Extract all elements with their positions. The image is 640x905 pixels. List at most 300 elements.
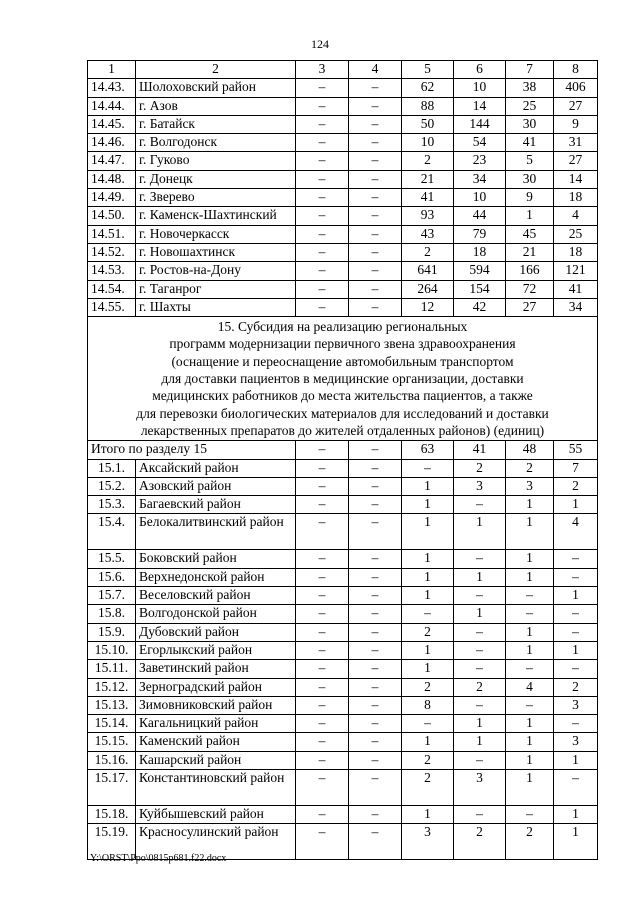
value-cell: 41 bbox=[554, 280, 598, 298]
header-cell: 2 bbox=[136, 61, 296, 79]
table-row bbox=[88, 605, 598, 623]
value-cell: 4 bbox=[554, 514, 598, 550]
value-cell: 1 bbox=[402, 641, 454, 659]
value-cell: 2 bbox=[402, 751, 454, 769]
table-row bbox=[88, 459, 598, 477]
value-cell: – bbox=[296, 623, 349, 641]
row-id-cell: 14.46. bbox=[88, 134, 136, 152]
row-id-cell: 15.18. bbox=[88, 805, 136, 823]
row-name-cell: Боковский район bbox=[136, 550, 296, 568]
row-id-cell: 15.11. bbox=[88, 660, 136, 678]
row-name-cell: г. Каменск-Шахтинский bbox=[136, 207, 296, 225]
value-cell: – bbox=[296, 298, 349, 316]
value-cell: 10 bbox=[402, 134, 454, 152]
row-id-cell: 14.50. bbox=[88, 207, 136, 225]
value-cell: – bbox=[349, 477, 402, 495]
total-value-cell: – bbox=[349, 441, 402, 459]
value-cell: – bbox=[296, 568, 349, 586]
value-cell: – bbox=[296, 280, 349, 298]
value-cell: 21 bbox=[506, 243, 554, 261]
row-id-cell: 14.44. bbox=[88, 97, 136, 115]
value-cell: – bbox=[349, 170, 402, 188]
row-id-cell: 15.3. bbox=[88, 496, 136, 514]
row-name-cell: Красносулинский район bbox=[136, 824, 296, 860]
table-row bbox=[88, 79, 598, 97]
value-cell: 1 bbox=[402, 496, 454, 514]
value-cell: – bbox=[296, 134, 349, 152]
value-cell: 41 bbox=[506, 134, 554, 152]
value-cell: 18 bbox=[554, 243, 598, 261]
value-cell: 2 bbox=[402, 243, 454, 261]
row-name-cell: г. Батайск bbox=[136, 115, 296, 133]
table-row bbox=[88, 115, 598, 133]
table-header-row bbox=[88, 61, 598, 79]
value-cell: – bbox=[296, 262, 349, 280]
value-cell: – bbox=[296, 225, 349, 243]
value-cell: 1 bbox=[402, 805, 454, 823]
value-cell: – bbox=[349, 824, 402, 860]
row-id-cell: 14.53. bbox=[88, 262, 136, 280]
value-cell: 1 bbox=[402, 660, 454, 678]
value-cell: – bbox=[296, 496, 349, 514]
value-cell: – bbox=[506, 696, 554, 714]
row-id-cell: 15.5. bbox=[88, 550, 136, 568]
row-id-cell: 15.10. bbox=[88, 641, 136, 659]
value-cell: 27 bbox=[506, 298, 554, 316]
value-cell: 406 bbox=[554, 79, 598, 97]
row-id-cell: 14.54. bbox=[88, 280, 136, 298]
value-cell: 1 bbox=[506, 623, 554, 641]
value-cell: 3 bbox=[454, 477, 506, 495]
row-name-cell: Егорлыкский район bbox=[136, 641, 296, 659]
row-id-cell: 15.9. bbox=[88, 623, 136, 641]
value-cell: 3 bbox=[402, 824, 454, 860]
value-cell: – bbox=[349, 605, 402, 623]
value-cell: 31 bbox=[554, 134, 598, 152]
value-cell: – bbox=[349, 207, 402, 225]
section-title-line: лекарственных препаратов до жителей отдаленных районов) (единиц) bbox=[140, 422, 545, 438]
row-id-cell: 15.14. bbox=[88, 715, 136, 733]
total-label-cell: Итого по разделу 15 bbox=[88, 441, 296, 459]
row-name-cell: г. Донецк bbox=[136, 170, 296, 188]
row-name-cell: Куйбышевский район bbox=[136, 805, 296, 823]
value-cell: – bbox=[454, 751, 506, 769]
header-cell: 4 bbox=[349, 61, 402, 79]
value-cell: 2 bbox=[506, 824, 554, 860]
row-id-cell: 14.51. bbox=[88, 225, 136, 243]
value-cell: – bbox=[454, 641, 506, 659]
value-cell: 54 bbox=[454, 134, 506, 152]
row-name-cell: Кагальницкий район bbox=[136, 715, 296, 733]
value-cell: – bbox=[349, 189, 402, 207]
table-row bbox=[88, 298, 598, 316]
value-cell: 62 bbox=[402, 79, 454, 97]
row-id-cell: 15.13. bbox=[88, 696, 136, 714]
value-cell: 79 bbox=[454, 225, 506, 243]
value-cell: 1 bbox=[506, 715, 554, 733]
table-row bbox=[88, 189, 598, 207]
row-name-cell: г. Гуково bbox=[136, 152, 296, 170]
value-cell: – bbox=[454, 550, 506, 568]
value-cell: 594 bbox=[454, 262, 506, 280]
value-cell: 14 bbox=[454, 97, 506, 115]
header-cell: 1 bbox=[88, 61, 136, 79]
value-cell: – bbox=[402, 605, 454, 623]
value-cell: – bbox=[554, 715, 598, 733]
table-row bbox=[88, 641, 598, 659]
table-row bbox=[88, 715, 598, 733]
value-cell: 30 bbox=[506, 115, 554, 133]
value-cell: – bbox=[349, 262, 402, 280]
value-cell: – bbox=[454, 660, 506, 678]
table-row bbox=[88, 477, 598, 495]
value-cell: 27 bbox=[554, 97, 598, 115]
value-cell: 1 bbox=[402, 477, 454, 495]
section-title-cell bbox=[88, 317, 598, 441]
row-name-cell: г. Таганрог bbox=[136, 280, 296, 298]
row-name-cell: Верхнедонской район bbox=[136, 568, 296, 586]
value-cell: 1 bbox=[402, 514, 454, 550]
value-cell: 1 bbox=[554, 805, 598, 823]
row-name-cell: Дубовский район bbox=[136, 623, 296, 641]
value-cell: – bbox=[454, 496, 506, 514]
value-cell: 1 bbox=[506, 514, 554, 550]
row-name-cell: г. Новошахтинск bbox=[136, 243, 296, 261]
value-cell: 25 bbox=[554, 225, 598, 243]
value-cell: – bbox=[349, 115, 402, 133]
value-cell: – bbox=[296, 207, 349, 225]
value-cell: 3 bbox=[454, 769, 506, 805]
value-cell: 50 bbox=[402, 115, 454, 133]
table-row bbox=[88, 696, 598, 714]
value-cell: – bbox=[349, 769, 402, 805]
value-cell: – bbox=[296, 660, 349, 678]
value-cell: – bbox=[349, 715, 402, 733]
value-cell: 88 bbox=[402, 97, 454, 115]
total-row bbox=[88, 441, 598, 459]
row-id-cell: 14.47. bbox=[88, 152, 136, 170]
value-cell: 3 bbox=[506, 477, 554, 495]
row-name-cell: Шолоховский район bbox=[136, 79, 296, 97]
value-cell: – bbox=[296, 605, 349, 623]
value-cell: 1 bbox=[506, 641, 554, 659]
value-cell: 9 bbox=[506, 189, 554, 207]
row-id-cell: 14.55. bbox=[88, 298, 136, 316]
value-cell: – bbox=[349, 298, 402, 316]
value-cell: 41 bbox=[402, 189, 454, 207]
section-title-line: программ модернизации первичного звена здравоохранения bbox=[169, 336, 516, 352]
row-id-cell: 15.8. bbox=[88, 605, 136, 623]
value-cell: – bbox=[296, 477, 349, 495]
value-cell: 2 bbox=[402, 152, 454, 170]
value-cell: – bbox=[296, 824, 349, 860]
value-cell: 93 bbox=[402, 207, 454, 225]
value-cell: 1 bbox=[506, 550, 554, 568]
value-cell: – bbox=[402, 459, 454, 477]
value-cell: – bbox=[296, 115, 349, 133]
value-cell: 2 bbox=[402, 678, 454, 696]
table-row bbox=[88, 550, 598, 568]
value-cell: – bbox=[506, 605, 554, 623]
row-id-cell: 15.17. bbox=[88, 769, 136, 805]
value-cell: 12 bbox=[402, 298, 454, 316]
value-cell: 18 bbox=[554, 189, 598, 207]
row-id-cell: 14.49. bbox=[88, 189, 136, 207]
table-row bbox=[88, 769, 598, 805]
row-id-cell: 14.48. bbox=[88, 170, 136, 188]
value-cell: 1 bbox=[554, 751, 598, 769]
row-name-cell: Каменский район bbox=[136, 733, 296, 751]
table-row bbox=[88, 280, 598, 298]
table-row bbox=[88, 587, 598, 605]
value-cell: 18 bbox=[454, 243, 506, 261]
value-cell: 1 bbox=[454, 715, 506, 733]
value-cell: 30 bbox=[506, 170, 554, 188]
value-cell: – bbox=[554, 605, 598, 623]
value-cell: – bbox=[454, 696, 506, 714]
row-name-cell: г. Новочеркасск bbox=[136, 225, 296, 243]
row-id-cell: 15.4. bbox=[88, 514, 136, 550]
value-cell: – bbox=[349, 280, 402, 298]
value-cell: – bbox=[296, 459, 349, 477]
row-name-cell: Багаевский район bbox=[136, 496, 296, 514]
value-cell: – bbox=[454, 805, 506, 823]
table-row bbox=[88, 623, 598, 641]
value-cell: – bbox=[349, 623, 402, 641]
value-cell: – bbox=[454, 623, 506, 641]
header-cell: 8 bbox=[554, 61, 598, 79]
value-cell: 2 bbox=[402, 623, 454, 641]
value-cell: 8 bbox=[402, 696, 454, 714]
value-cell: 5 bbox=[506, 152, 554, 170]
table-row bbox=[88, 568, 598, 586]
value-cell: – bbox=[349, 678, 402, 696]
total-value-cell: – bbox=[296, 441, 349, 459]
value-cell: – bbox=[349, 79, 402, 97]
value-cell: 34 bbox=[554, 298, 598, 316]
budget-table bbox=[87, 60, 598, 860]
value-cell: 34 bbox=[454, 170, 506, 188]
value-cell: 27 bbox=[554, 152, 598, 170]
row-id-cell: 15.19. bbox=[88, 824, 136, 860]
total-value-cell: 55 bbox=[554, 441, 598, 459]
table-row bbox=[88, 170, 598, 188]
row-id-cell: 15.12. bbox=[88, 678, 136, 696]
value-cell: 10 bbox=[454, 189, 506, 207]
value-cell: – bbox=[296, 189, 349, 207]
table-row bbox=[88, 207, 598, 225]
value-cell: 25 bbox=[506, 97, 554, 115]
value-cell: 38 bbox=[506, 79, 554, 97]
table-row bbox=[88, 496, 598, 514]
header-cell: 3 bbox=[296, 61, 349, 79]
total-value-cell: 48 bbox=[506, 441, 554, 459]
value-cell: 2 bbox=[554, 477, 598, 495]
value-cell: 1 bbox=[554, 824, 598, 860]
value-cell: – bbox=[506, 587, 554, 605]
value-cell: 23 bbox=[454, 152, 506, 170]
value-cell: 1 bbox=[402, 568, 454, 586]
value-cell: 2 bbox=[454, 459, 506, 477]
value-cell: – bbox=[506, 660, 554, 678]
value-cell: 1 bbox=[506, 496, 554, 514]
row-id-cell: 15.1. bbox=[88, 459, 136, 477]
value-cell: 3 bbox=[554, 733, 598, 751]
row-id-cell: 15.7. bbox=[88, 587, 136, 605]
value-cell: – bbox=[296, 79, 349, 97]
row-name-cell: г. Ростов-на-Дону bbox=[136, 262, 296, 280]
table-row bbox=[88, 733, 598, 751]
row-name-cell: Азовский район bbox=[136, 477, 296, 495]
table-row bbox=[88, 243, 598, 261]
total-value-cell: 63 bbox=[402, 441, 454, 459]
value-cell: – bbox=[349, 805, 402, 823]
row-id-cell: 14.45. bbox=[88, 115, 136, 133]
row-name-cell: Волгодонской район bbox=[136, 605, 296, 623]
table-row bbox=[88, 805, 598, 823]
value-cell: – bbox=[554, 769, 598, 805]
row-name-cell: Аксайский район bbox=[136, 459, 296, 477]
value-cell: 1 bbox=[454, 568, 506, 586]
value-cell: – bbox=[296, 514, 349, 550]
value-cell: 154 bbox=[454, 280, 506, 298]
section-title-line: 15. Субсидия на реализацию региональных bbox=[217, 319, 468, 335]
row-name-cell: Зимовниковский район bbox=[136, 696, 296, 714]
table-row bbox=[88, 97, 598, 115]
row-name-cell: Белокалитвинский район bbox=[136, 514, 296, 550]
value-cell: 2 bbox=[402, 769, 454, 805]
value-cell: 72 bbox=[506, 280, 554, 298]
row-name-cell: г. Шахты bbox=[136, 298, 296, 316]
value-cell: 2 bbox=[454, 678, 506, 696]
value-cell: 1 bbox=[506, 733, 554, 751]
value-cell: – bbox=[296, 587, 349, 605]
table-row bbox=[88, 660, 598, 678]
value-cell: 1 bbox=[506, 751, 554, 769]
row-name-cell: Веселовский район bbox=[136, 587, 296, 605]
value-cell: 7 bbox=[554, 459, 598, 477]
value-cell: – bbox=[349, 696, 402, 714]
value-cell: 1 bbox=[454, 733, 506, 751]
value-cell: – bbox=[349, 97, 402, 115]
value-cell: 1 bbox=[506, 769, 554, 805]
footer-file-path: Y:\ORST\Ppo\0815p681.f22.docx bbox=[90, 853, 227, 864]
value-cell: – bbox=[506, 805, 554, 823]
value-cell: – bbox=[296, 243, 349, 261]
value-cell: 1 bbox=[506, 207, 554, 225]
value-cell: – bbox=[296, 769, 349, 805]
value-cell: – bbox=[349, 641, 402, 659]
value-cell: 4 bbox=[554, 207, 598, 225]
row-id-cell: 15.6. bbox=[88, 568, 136, 586]
value-cell: – bbox=[554, 550, 598, 568]
row-name-cell: Зерноградский район bbox=[136, 678, 296, 696]
value-cell: – bbox=[349, 459, 402, 477]
table-row bbox=[88, 751, 598, 769]
value-cell: 121 bbox=[554, 262, 598, 280]
table-row bbox=[88, 514, 598, 550]
value-cell: 144 bbox=[454, 115, 506, 133]
value-cell: – bbox=[349, 225, 402, 243]
row-id-cell: 14.43. bbox=[88, 79, 136, 97]
value-cell: – bbox=[554, 568, 598, 586]
value-cell: – bbox=[296, 170, 349, 188]
value-cell: 1 bbox=[554, 496, 598, 514]
table-row bbox=[88, 152, 598, 170]
value-cell: – bbox=[296, 97, 349, 115]
value-cell: – bbox=[349, 568, 402, 586]
total-value-cell: 41 bbox=[454, 441, 506, 459]
value-cell: – bbox=[296, 805, 349, 823]
value-cell: – bbox=[296, 751, 349, 769]
value-cell: – bbox=[349, 243, 402, 261]
value-cell: – bbox=[296, 641, 349, 659]
value-cell: 1 bbox=[554, 587, 598, 605]
value-cell: – bbox=[349, 587, 402, 605]
value-cell: 1 bbox=[402, 550, 454, 568]
value-cell: – bbox=[296, 152, 349, 170]
row-name-cell: Кашарский район bbox=[136, 751, 296, 769]
value-cell: 1 bbox=[554, 641, 598, 659]
header-cell: 7 bbox=[506, 61, 554, 79]
row-name-cell: г. Азов bbox=[136, 97, 296, 115]
section-title-line: для перевозки биологических материалов для исследований и доставки bbox=[136, 405, 549, 421]
value-cell: 43 bbox=[402, 225, 454, 243]
value-cell: – bbox=[454, 587, 506, 605]
value-cell: – bbox=[349, 751, 402, 769]
table-row bbox=[88, 678, 598, 696]
value-cell: 44 bbox=[454, 207, 506, 225]
value-cell: – bbox=[554, 623, 598, 641]
section-title-line: (оснащение и переоснащение автомобильным транспортом bbox=[171, 353, 514, 369]
value-cell: 1 bbox=[454, 605, 506, 623]
value-cell: – bbox=[349, 660, 402, 678]
value-cell: – bbox=[296, 733, 349, 751]
row-id-cell: 15.15. bbox=[88, 733, 136, 751]
row-name-cell: г. Зверево bbox=[136, 189, 296, 207]
value-cell: 2 bbox=[506, 459, 554, 477]
value-cell: 264 bbox=[402, 280, 454, 298]
value-cell: 1 bbox=[454, 514, 506, 550]
row-name-cell: Заветинский район bbox=[136, 660, 296, 678]
header-cell: 5 bbox=[402, 61, 454, 79]
value-cell: 45 bbox=[506, 225, 554, 243]
value-cell: – bbox=[402, 715, 454, 733]
row-id-cell: 14.52. bbox=[88, 243, 136, 261]
value-cell: – bbox=[349, 733, 402, 751]
value-cell: – bbox=[296, 696, 349, 714]
value-cell: 10 bbox=[454, 79, 506, 97]
header-cell: 6 bbox=[454, 61, 506, 79]
table-row bbox=[88, 225, 598, 243]
table-body bbox=[88, 61, 598, 860]
row-name-cell: г. Волгодонск bbox=[136, 134, 296, 152]
value-cell: – bbox=[349, 152, 402, 170]
section-title-line: медицинских работников до места жительства пациентов, а также bbox=[152, 388, 533, 404]
value-cell: – bbox=[554, 660, 598, 678]
value-cell: 42 bbox=[454, 298, 506, 316]
value-cell: 1 bbox=[402, 733, 454, 751]
value-cell: – bbox=[296, 715, 349, 733]
value-cell: – bbox=[349, 496, 402, 514]
value-cell: 21 bbox=[402, 170, 454, 188]
value-cell: 166 bbox=[506, 262, 554, 280]
value-cell: 9 bbox=[554, 115, 598, 133]
value-cell: – bbox=[349, 550, 402, 568]
value-cell: – bbox=[296, 550, 349, 568]
value-cell: – bbox=[296, 678, 349, 696]
value-cell: 1 bbox=[506, 568, 554, 586]
